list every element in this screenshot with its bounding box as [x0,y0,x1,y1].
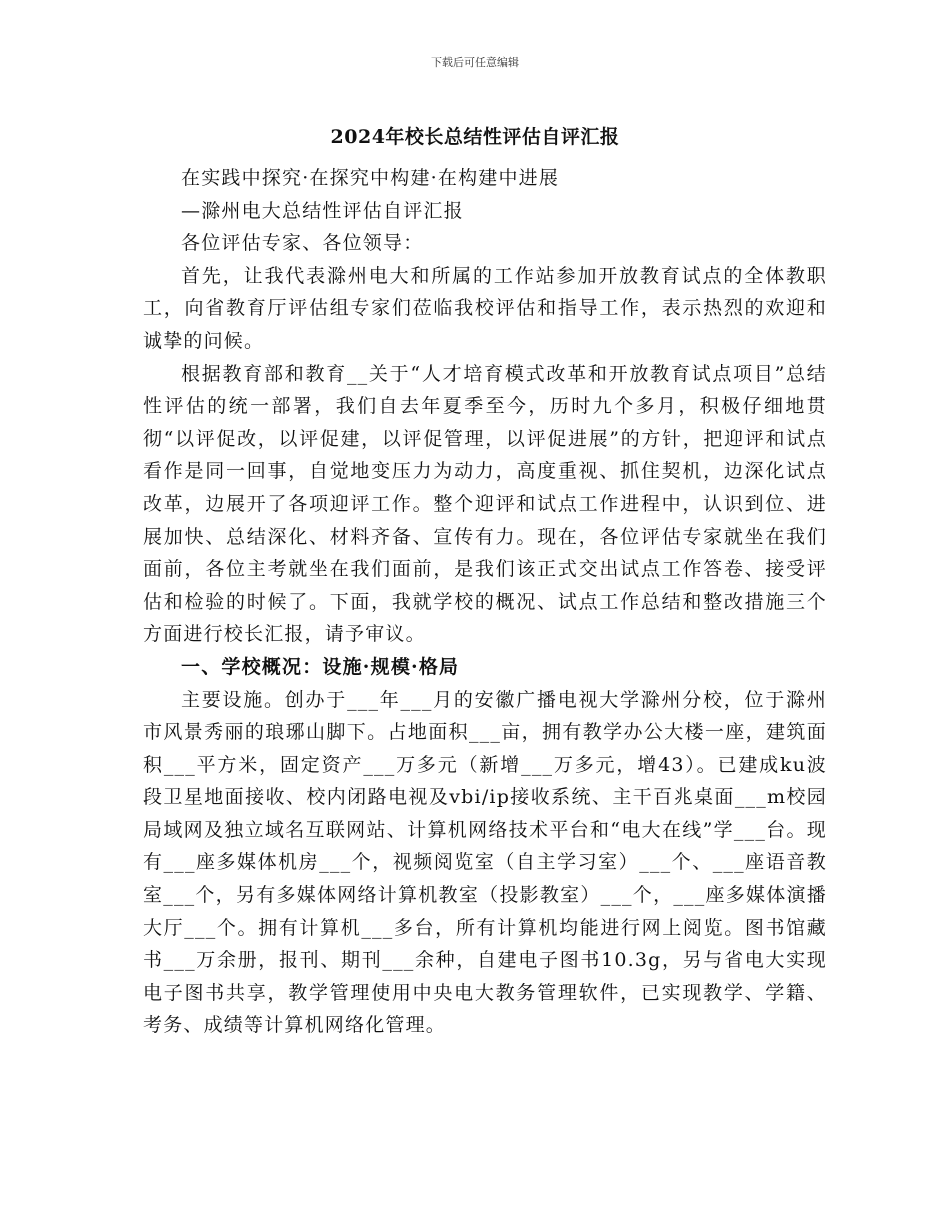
paragraph-welcome: 首先，让我代表滁州电大和所属的工作站参加开放教育试点的全体教职工，向省教育厅评估组专家们莅临我校评估和指导工作，表示热烈的欢迎和诚挚的问候。 [143,264,827,352]
page-header-note: 下载后可任意编辑 [431,56,519,69]
subtitle-line: 在实践中探究·在探究中构建·在构建中进展 [181,167,560,189]
paragraph-background: 根据教育部和教育__关于“人才培育模式改革和开放教育试点项目”总结性评估的统一部署，我们自去年夏季至今，历时九个多月，积极仔细地贯彻“以评促改，以评促建，以评促管理，以评促进展”的方针，把迎评和试点看作是同一回事，自觉地变压力为动力，高度重视、抓住契机，边深化试点改革，边展开了各项迎评工作。整个迎评和试点工作进程中，认识到位、进展加快、总结深化、材料齐备、宣传有力。现在，各位评估专家就坐在我们面前，各位主考就坐在我们面前，是我们该正式交出试点工作答卷、接受评估和检验的时候了。下面，我就学校的概况、试点工作总结和整改措施三个方面进行校长汇报，请予审议。 [143,362,827,646]
salutation: 各位评估专家、各位领导： [181,232,424,255]
document-body [143,162,827,1042]
paragraph-facilities: 主要设施。创办于___年___月的安徽广播电视大学滁州分校，位于滁州市风景秀丽的琅琊山脚下。占地面积___亩，拥有教学办公大楼一座，建筑面积___平方米，固定资产___万多元（新增___万多元，增43）。已建成ku波段卫星地面接收、校内闭路电视及vbi/ip接收系统、主干百兆桌面___m校园局域网及独立域名互联网站、计算机网络技术平台和“电大在线”学___台。现有___座多媒体机房___个，视频阅览室（自主学习室）___个、___座语音教室___个，另有多媒体网络计算机教室（投影教室）___个，___座多媒体演播大厅___个。拥有计算机___多台，所有计算机均能进行网上阅览。图书馆藏书___万余册，报刊、期刊___余种，自建电子图书10.3g，另与省电大实现电子图书共享，教学管理使用中央电大教务管理软件，已实现教学、学籍、考务、成绩等计算机网络化管理。 [143,688,827,1037]
document-title: 2024年校长总结性评估自评汇报 [330,126,620,148]
subtitle-source: —滁州电大总结性评估自评汇报 [181,199,464,222]
section-heading: 一、学校概况：设施·规模·格局 [181,655,460,678]
